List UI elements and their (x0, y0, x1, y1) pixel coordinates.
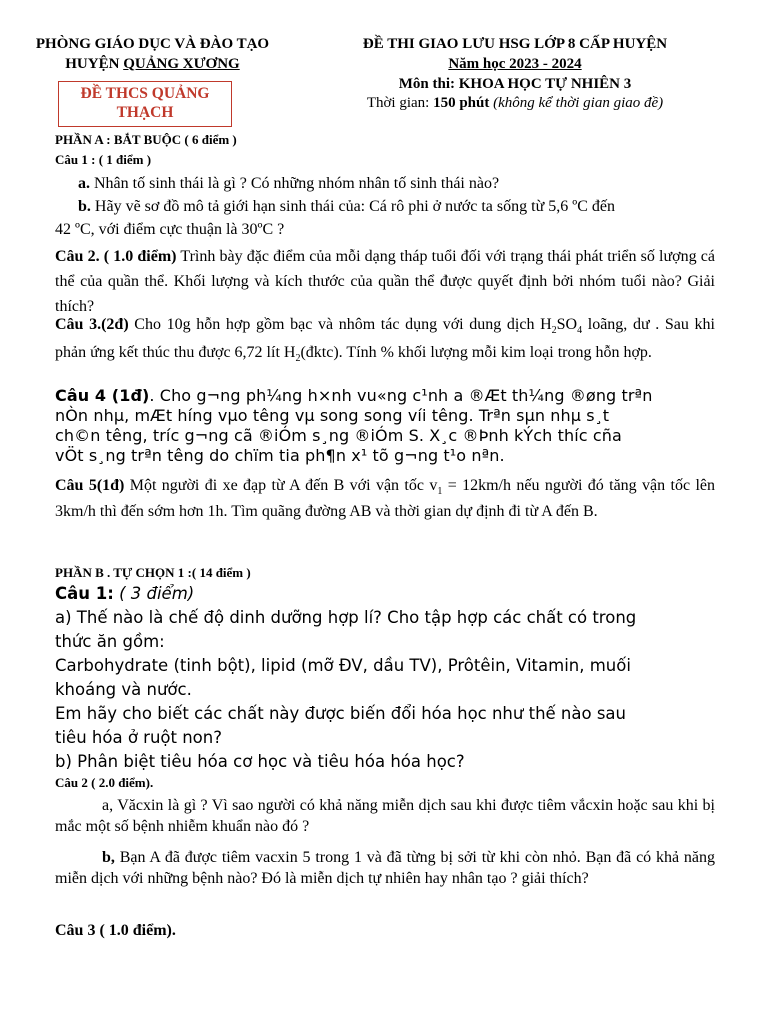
q1-title: Câu 1 : ( 1 điểm ) (55, 152, 152, 167)
q3-label: Câu 3.(2đ) (55, 316, 129, 333)
b-q1-list-line2: khoáng và nước. (55, 680, 192, 699)
b-q1-ask-line2: tiêu hóa ở ruột non? (55, 728, 222, 747)
q4 (55, 386, 725, 466)
q3-sub3: 2 (295, 352, 301, 364)
part-b-title: PHẦN B . TỰ CHỌN 1 :( 14 điểm ) (55, 565, 251, 580)
q3-text-c: loãng, dư . Sau khi phản ứng kết thúc thu được 6,72 lít H (55, 316, 715, 361)
time-prefix: Thời gian: (366, 95, 434, 111)
department-name: PHÒNG GIÁO DỤC VÀ ĐÀO TẠO (35, 36, 270, 52)
b-q1-label: Câu 1: (55, 584, 114, 603)
q5-text-b: = 12km/h nếu người đó tăng vận tốc lên 3km/h thì đến sớm hơn 1h. Tìm quãng đường AB và thời gian dự định đi từ A đến B. (55, 477, 715, 520)
q3-text-b: SO (556, 316, 578, 333)
q3 (55, 314, 715, 369)
q4-line3: ch©n têng, tríc g¬ng cã ®iÓm s¸ng ®iÓm S. X¸c ®Þnh kÝch thíc cña (55, 426, 622, 445)
b-q2-b (55, 847, 715, 889)
b-q1-ask-line1: Em hãy cho biết các chất này được biến đổi hóa học như thế nào sau (55, 704, 626, 723)
district-name (10, 54, 295, 74)
b-q1-a-line2: thức ăn gồm: (55, 632, 165, 651)
q5-text-a: Một người đi xe đạp từ A đến B với vận tốc v (124, 477, 438, 494)
q4-label: Câu 4 (1đ) (55, 386, 150, 405)
time-note: (không kể thời gian giao đề) (489, 95, 664, 111)
part-a-title: PHẦN A : BẮT BUỘC ( 6 điểm ) (55, 132, 237, 147)
b-q1-points: ( 3 điểm) (113, 584, 195, 603)
district-prefix: HUYỆN (65, 56, 124, 72)
q2-text: Trình bày đặc điểm của mỗi dạng tháp tuổi đối với trạng thái phát triển số lượng cá thể của quần thể. Khối lượng và kích thước của quần thể được quyết định bởi nhóm tuổi nào? Giải thích? (55, 248, 715, 315)
school-box-line2: THẠCH (116, 104, 174, 121)
q5 (55, 476, 715, 521)
b-q3-title: Câu 3 ( 1.0 điểm). (55, 922, 176, 939)
school-box-line1: ĐỀ THCS QUẢNG (80, 85, 210, 102)
q2 (55, 244, 715, 319)
exam-title: ĐỀ THI GIAO LƯU HSG LỚP 8 CẤP HUYỆN (362, 36, 668, 52)
b-q1-a-line1: a) Thế nào là chế độ dinh dưỡng hợp lí? Cho tập hợp các chất có trong (55, 608, 637, 627)
q1b (78, 196, 718, 217)
q3-sub1: 2 (551, 325, 557, 337)
q4-line4: vÖt s¸ng trªn têng do chïm tia ph¶n x¹ tõ g¬ng t¹o nªn. (55, 446, 505, 465)
exam-time (330, 93, 700, 114)
school-box (58, 81, 232, 127)
b-q2-b-text: Bạn A đã được tiêm vacxin 5 trong 1 và đã từng bị sởi từ khi còn nhỏ. Bạn đã có khả năng miễn dịch với những bệnh nào? Đó là miễn dịch tự nhiên hay nhân tạo ? giải thích? (55, 849, 715, 887)
district-underlined: QUẢNG XƯƠNG (123, 56, 240, 72)
b-q2-title: Câu 2 ( 2.0 điểm). (55, 775, 154, 790)
q1b-line2-row: 42 ºC, với điểm cực thuận là 30ºC ? (55, 221, 285, 238)
q1b-line1: Hãy vẽ sơ đồ mô tả giới hạn sinh thái của: Cá rô phi ở nước ta sống từ 5,6 ºC đến (90, 198, 615, 215)
q1b-label: b. (78, 198, 91, 215)
time-duration: 150 phút (433, 95, 490, 111)
b-q1-b: b) Phân biệt tiêu hóa cơ học và tiêu hóa hóa học? (55, 752, 465, 771)
q1a-text: Nhân tố sinh thái là gì ? Có những nhóm nhân tố sinh thái nào? (90, 175, 500, 192)
q3-sub2: 4 (577, 325, 583, 337)
subject: Môn thi: KHOA HỌC TỰ NHIÊN 3 (398, 76, 632, 92)
b-q2-a: a, Văcxin là gì ? Vì sao người có khả năng miễn dịch sau khi được tiêm vắcxin hoặc sau khi bị mắc một số bệnh nhiễm khuẩn nào đó ? (55, 797, 715, 835)
q4-line1-row (55, 386, 725, 406)
b-q1-list-line1: Carbohydrate (tinh bột), lipid (mỡ ĐV, dầu TV), Prôtêin, Vitamin, muối (55, 656, 631, 675)
q3-text-a: Cho 10g hỗn hợp gồm bạc và nhôm tác dụng với dung dịch H (128, 316, 552, 333)
b-q1-title-row (55, 582, 735, 606)
q5-sub: 1 (437, 486, 443, 498)
q5-label: Câu 5(1đ) (55, 477, 125, 494)
q4-line1: . Cho g¬ng ph¼ng h×nh vu«ng c¹nh a ®Æt th¼ng ®øng trªn (149, 386, 653, 405)
q2-label: Câu 2. ( 1.0 điểm) (55, 248, 177, 265)
q1a-label: a. (78, 175, 90, 192)
school-year: Năm học 2023 - 2024 (448, 56, 582, 72)
q1a (78, 173, 718, 194)
q4-line2: nÒn nhµ, mÆt híng vµo têng vµ song song víi têng. Trªn sµn nhµ s¸t (55, 406, 610, 425)
q3-text-d: (đktc). Tính % khối lượng mỗi kim loại trong hỗn hợp. (300, 343, 652, 361)
b-q2-b-label: b, (102, 849, 115, 866)
b-q1 (55, 582, 735, 774)
